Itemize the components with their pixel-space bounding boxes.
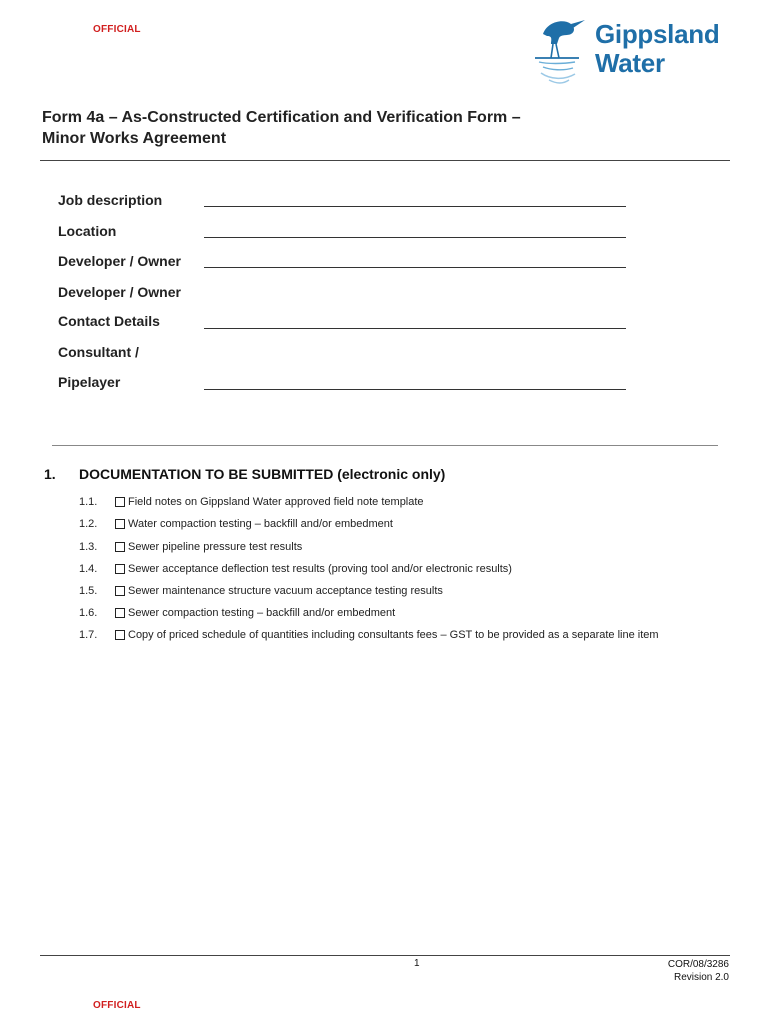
checkbox[interactable] xyxy=(115,542,125,552)
checkbox[interactable] xyxy=(115,497,125,507)
doc-ref-code: COR/08/3286 xyxy=(667,959,729,970)
checklist-item xyxy=(79,627,659,643)
title-line-1: Form 4a – As-Constructed Certification and Verification Form – xyxy=(42,109,521,126)
title-divider xyxy=(40,160,730,161)
doc-revision: Revision 2.0 xyxy=(673,972,729,983)
field-label-developer-owner: Developer / Owner xyxy=(58,253,181,269)
title-line-2: Minor Works Agreement xyxy=(42,130,227,147)
field-line-consultant-pipelayer[interactable] xyxy=(204,389,626,390)
checklist-item xyxy=(79,583,443,599)
document-reference xyxy=(668,958,729,984)
field-line-job-description[interactable] xyxy=(204,206,626,207)
section-number: 1. xyxy=(44,466,56,482)
field-line-location[interactable] xyxy=(204,237,626,238)
checklist-item-text: Sewer maintenance structure vacuum acceptance testing results xyxy=(128,585,443,597)
heron-logo-icon xyxy=(533,14,593,86)
checklist-item-text: Sewer compaction testing – backfill and/or embedment xyxy=(128,607,396,619)
checklist-item xyxy=(79,516,393,532)
field-line-developer-owner[interactable] xyxy=(204,267,626,268)
field-label-location: Location xyxy=(58,223,117,239)
field-label-pipelayer: Pipelayer xyxy=(58,374,121,390)
logo-wordmark xyxy=(595,20,719,78)
checklist-item xyxy=(79,605,395,621)
field-line-contact-details[interactable] xyxy=(204,328,626,329)
checklist-item-number: 1.2. xyxy=(79,518,98,530)
checklist-item-number: 1.6. xyxy=(79,607,98,619)
checklist-item xyxy=(79,539,302,555)
field-label-consultant: Consultant / xyxy=(58,344,139,360)
header-classification: OFFICIAL xyxy=(93,24,141,35)
field-label-developer-owner-contact: Developer / Owner xyxy=(58,284,181,300)
checkbox[interactable] xyxy=(115,519,125,529)
checklist-item-text: Sewer pipeline pressure test results xyxy=(128,541,303,553)
checklist-item-text: Water compaction testing – backfill and/or embedment xyxy=(128,518,393,530)
fields-divider xyxy=(52,445,718,446)
company-logo xyxy=(533,14,733,86)
footer-divider xyxy=(40,955,730,956)
logo-line-2: Water xyxy=(595,48,665,78)
checklist-item-number: 1.5. xyxy=(79,585,98,597)
checklist-item-text: Sewer acceptance deflection test results (proving tool and/or electronic results) xyxy=(128,563,512,575)
page-number: 1 xyxy=(414,958,420,969)
checklist-item xyxy=(79,561,512,577)
footer-classification: OFFICIAL xyxy=(93,1000,141,1011)
logo-line-1: Gippsland xyxy=(595,19,720,49)
checklist-item-text: Field notes on Gippsland Water approved field note template xyxy=(128,496,424,508)
checklist-item-number: 1.3. xyxy=(79,541,98,553)
section-title: DOCUMENTATION TO BE SUBMITTED (electronic only) xyxy=(79,466,446,482)
checkbox[interactable] xyxy=(115,630,125,640)
checklist-item xyxy=(79,494,424,510)
checkbox[interactable] xyxy=(115,564,125,574)
checklist-item-number: 1.7. xyxy=(79,629,98,641)
checkbox[interactable] xyxy=(115,586,125,596)
checklist-item-number: 1.4. xyxy=(79,563,98,575)
page-title xyxy=(42,107,521,149)
field-label-contact-details: Contact Details xyxy=(58,313,160,329)
field-label-job-description: Job description xyxy=(58,192,163,208)
checklist-item-text: Copy of priced schedule of quantities including consultants fees – GST to be provided as a separate line item xyxy=(128,629,659,641)
checklist-item-number: 1.1. xyxy=(79,496,98,508)
checkbox[interactable] xyxy=(115,608,125,618)
